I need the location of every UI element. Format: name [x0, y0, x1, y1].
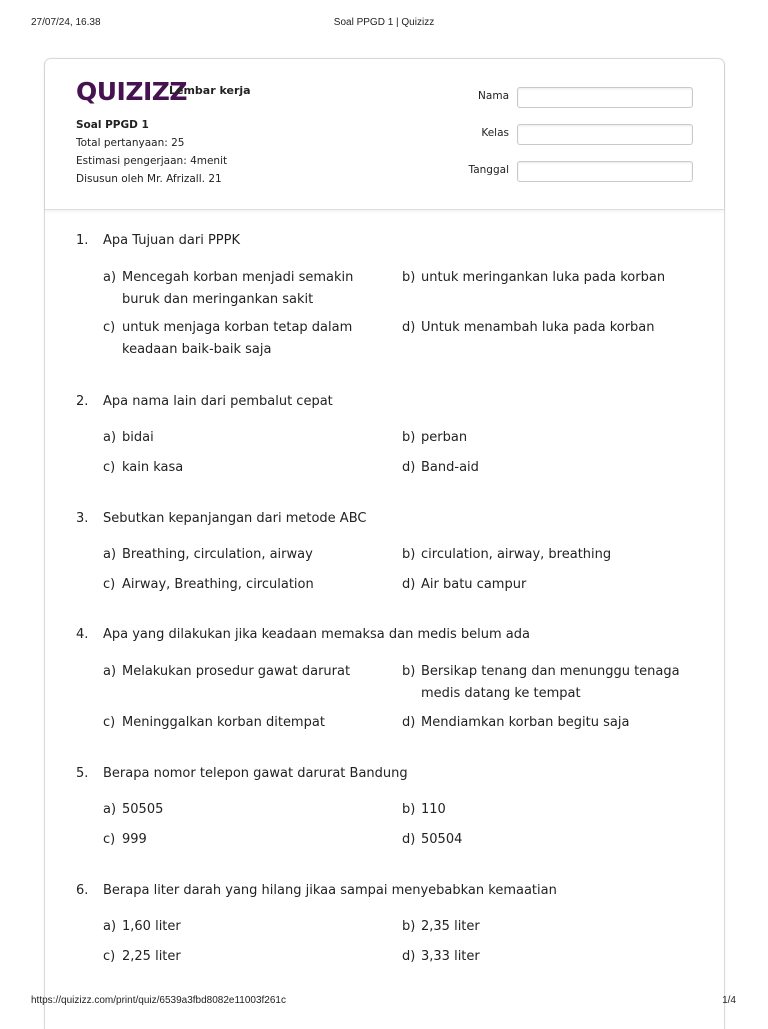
option-d [402, 829, 692, 851]
option-d [402, 457, 692, 479]
option-letter: a) [103, 270, 117, 285]
question-number: 3. [76, 511, 89, 526]
name-label: Nama [478, 90, 509, 102]
option-letter: c) [103, 832, 116, 847]
option-letter: b) [402, 547, 416, 562]
option-text: 2,35 liter [421, 919, 480, 934]
option-c [103, 317, 393, 361]
option-text: 999 [122, 832, 147, 847]
question-text: Apa Tujuan dari PPPK [103, 233, 240, 248]
class-label: Kelas [481, 127, 509, 139]
author: Disusun oleh Mr. Afrizall. 21 [76, 173, 222, 185]
option-a [103, 799, 393, 821]
option-d [402, 712, 692, 734]
option-letter: c) [103, 949, 116, 964]
print-datetime: 27/07/24, 16.38 [31, 17, 101, 28]
option-text: 3,33 liter [421, 949, 480, 964]
question-number: 1. [76, 233, 89, 248]
print-url[interactable]: https://quizizz.com/print/quiz/6539a3fbd8082e11003f261c [31, 995, 286, 1006]
option-letter: c) [103, 577, 116, 592]
option-letter: c) [103, 715, 116, 730]
option-c [103, 946, 393, 968]
option-letter: d) [402, 320, 416, 335]
option-letter: d) [402, 715, 416, 730]
option-letter: c) [103, 460, 116, 475]
option-text: Airway, Breathing, circulation [122, 577, 314, 592]
date-field[interactable] [517, 161, 693, 182]
option-letter: a) [103, 802, 117, 817]
question-text: Apa yang dilakukan jika keadaan memaksa dan medis belum ada [103, 627, 530, 642]
option-letter: a) [103, 430, 117, 445]
class-field[interactable] [517, 124, 693, 145]
page-number: 1/4 [722, 995, 736, 1006]
option-letter: a) [103, 547, 117, 562]
name-field[interactable] [517, 87, 693, 108]
option-b [402, 544, 692, 566]
option-letter: d) [402, 577, 416, 592]
option-c [103, 457, 393, 479]
question-text: Apa nama lain dari pembalut cepat [103, 394, 333, 409]
question-number: 6. [76, 883, 89, 898]
option-text: Untuk menambah luka pada korban [421, 320, 655, 335]
option-d [402, 946, 692, 968]
option-text: Band-aid [421, 460, 479, 475]
option-text: Mencegah korban menjadi semakin buruk dan meringankan sakit [122, 270, 354, 307]
option-letter: a) [103, 664, 117, 679]
option-a [103, 916, 393, 938]
quizizz-logo: QUIZIZZ [76, 77, 188, 106]
option-text: Meninggalkan korban ditempat [122, 715, 325, 730]
option-letter: d) [402, 460, 416, 475]
total-questions: Total pertanyaan: 25 [76, 137, 185, 149]
option-d [402, 317, 692, 339]
option-c [103, 829, 393, 851]
option-b [402, 799, 692, 821]
option-letter: d) [402, 949, 416, 964]
question-text: Berapa nomor telepon gawat darurat Bandung [103, 766, 408, 781]
question-text: Sebutkan kepanjangan dari metode ABC [103, 511, 367, 526]
option-text: Bersikap tenang dan menunggu tenaga medis datang ke tempat [421, 664, 680, 701]
option-b [402, 916, 692, 938]
option-letter: b) [402, 802, 416, 817]
option-text: bidai [122, 430, 154, 445]
option-text: 2,25 liter [122, 949, 181, 964]
option-text: Breathing, circulation, airway [122, 547, 313, 562]
option-a [103, 661, 393, 683]
option-b [402, 427, 692, 449]
option-c [103, 574, 393, 596]
option-letter: b) [402, 430, 416, 445]
option-text: perban [421, 430, 468, 445]
option-text: kain kasa [122, 460, 184, 475]
option-a [103, 267, 393, 311]
question-number: 5. [76, 766, 89, 781]
worksheet [44, 58, 725, 1029]
option-d [402, 574, 692, 596]
option-b [402, 661, 692, 705]
question-number: 4. [76, 627, 89, 642]
option-letter: b) [402, 664, 416, 679]
option-text: 1,60 liter [122, 919, 181, 934]
question-number: 2. [76, 394, 89, 409]
option-a [103, 427, 393, 449]
worksheet-header [45, 59, 724, 210]
option-a [103, 544, 393, 566]
option-letter: d) [402, 832, 416, 847]
option-text: untuk menjaga korban tetap dalam keadaan baik-baik saja [122, 320, 353, 357]
option-letter: a) [103, 919, 117, 934]
question-text: Berapa liter darah yang hilang jikaa sampai menyebabkan kemaatian [103, 883, 557, 898]
option-b [402, 267, 692, 289]
option-letter: c) [103, 320, 116, 335]
option-text: circulation, airway, breathing [421, 547, 612, 562]
option-text: 50504 [421, 832, 463, 847]
quiz-title: Soal PPGD 1 [76, 119, 149, 131]
option-text: Air batu campur [421, 577, 527, 592]
date-label: Tanggal [468, 164, 509, 176]
option-text: Mendiamkan korban begitu saja [421, 715, 630, 730]
print-title: Soal PPGD 1 | Quizizz [333, 17, 435, 28]
option-text: untuk meringankan luka pada korban [421, 270, 666, 285]
option-text: 110 [421, 802, 446, 817]
option-letter: b) [402, 270, 416, 285]
print-footer [0, 995, 768, 1009]
option-letter: b) [402, 919, 416, 934]
option-text: 50505 [122, 802, 164, 817]
option-c [103, 712, 393, 734]
time-estimate: Estimasi pengerjaan: 4menit [76, 155, 228, 167]
print-header [0, 17, 768, 31]
worksheet-tag: Lembar kerja [169, 84, 251, 97]
option-text: Melakukan prosedur gawat darurat [122, 664, 351, 679]
